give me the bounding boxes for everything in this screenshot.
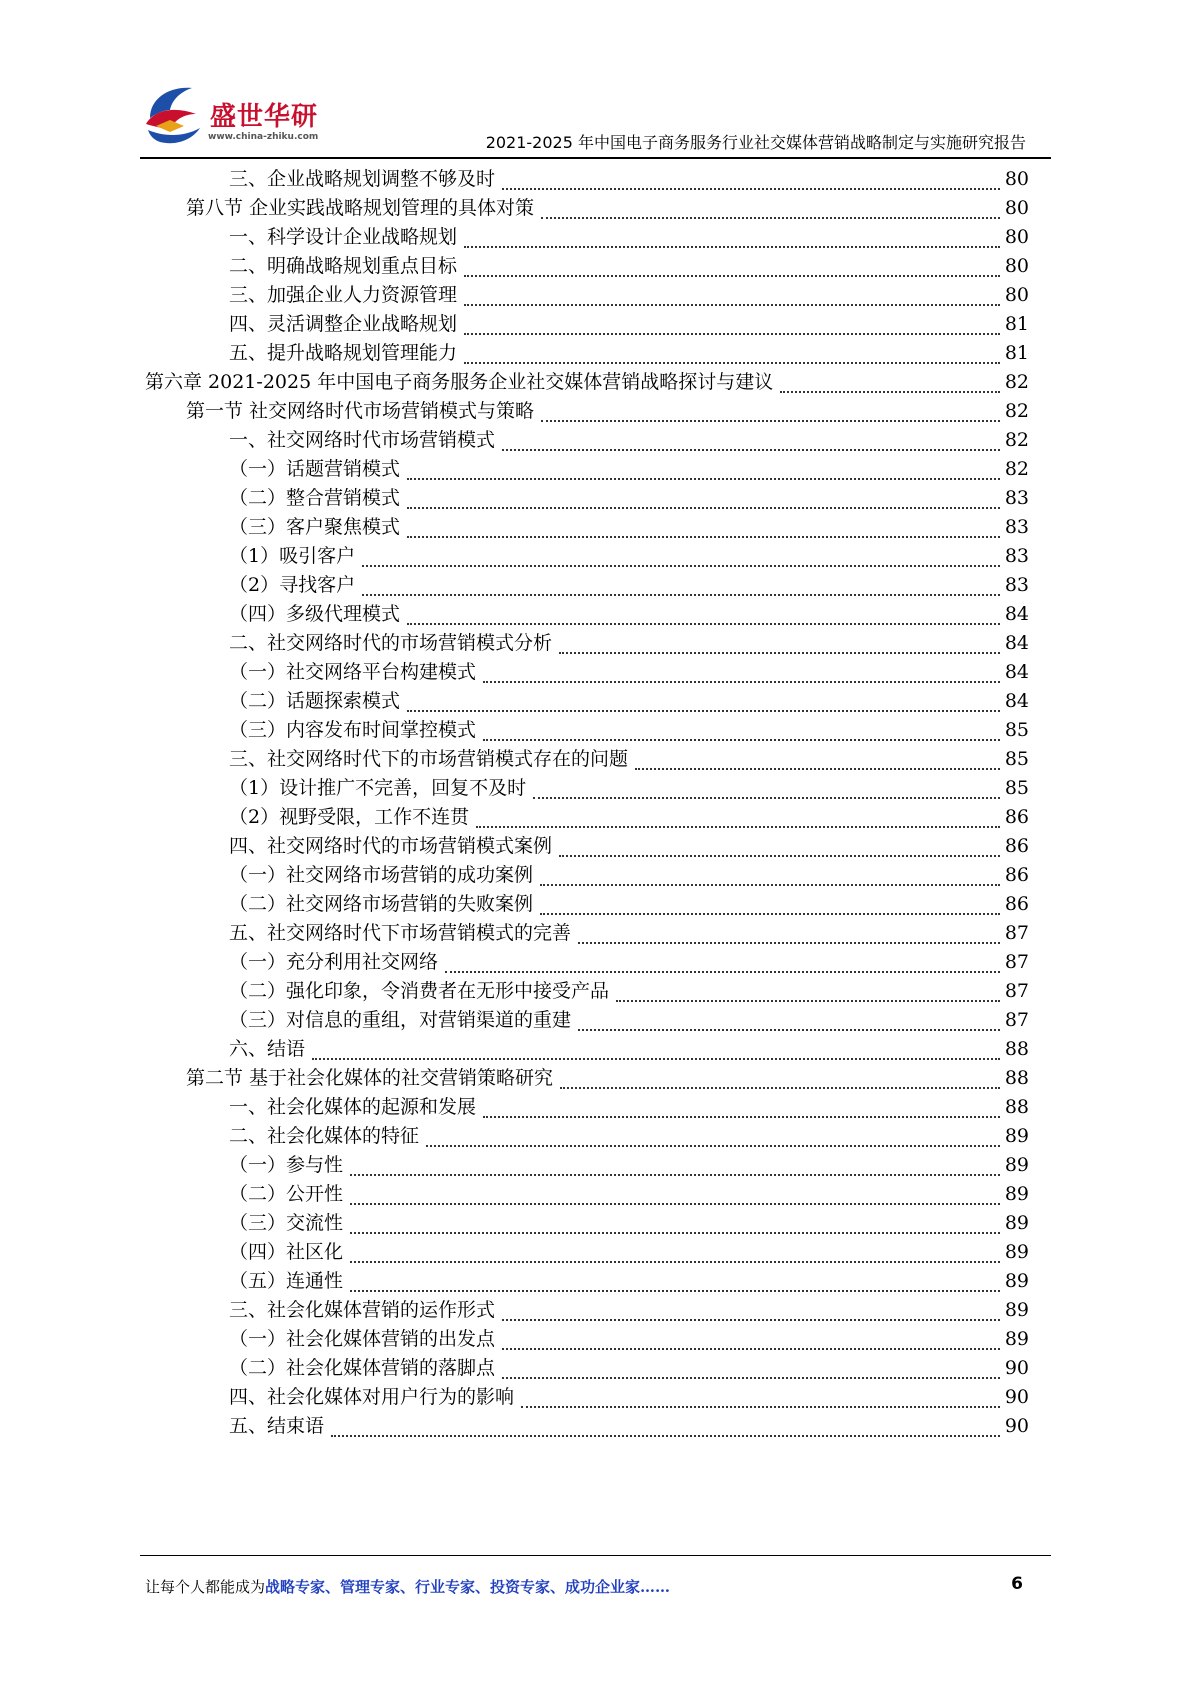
toc-entry-page: 80 [1004, 284, 1029, 306]
toc-dot-leader [635, 768, 1000, 770]
toc-dot-leader [560, 1087, 1000, 1089]
toc-entry-title: 第二节 基于社会化媒体的社交营销策略研究 [186, 1067, 554, 1089]
toc-dot-leader [407, 623, 1000, 625]
toc-entry-page: 87 [1004, 922, 1029, 944]
toc-entry-page: 88 [1004, 1067, 1029, 1089]
toc-entry-page: 84 [1004, 661, 1029, 683]
toc-dot-leader [464, 246, 1000, 248]
toc-entry-page: 80 [1004, 168, 1029, 190]
toc-dot-leader [578, 942, 1000, 944]
toc-entry-page: 82 [1004, 371, 1029, 393]
toc-entry[interactable] [229, 309, 1029, 340]
toc-entry-page: 84 [1004, 690, 1029, 712]
footer-slogan [145, 1576, 670, 1597]
toc-entry-title: （二）公开性 [229, 1183, 344, 1205]
toc-entry-title: 三、社交网络时代下的市场营销模式存在的问题 [229, 748, 629, 770]
toc-entry-page: 89 [1004, 1241, 1029, 1263]
toc-entry-page: 84 [1004, 603, 1029, 625]
toc-entry[interactable] [229, 164, 1029, 195]
toc-dot-leader [780, 391, 1000, 393]
toc-entry-title: 五、社交网络时代下市场营销模式的完善 [229, 922, 572, 944]
toc-dot-leader [464, 362, 1000, 364]
toc-entry[interactable] [229, 976, 1029, 1007]
toc-dot-leader [331, 1435, 1000, 1437]
toc-entry-page: 86 [1004, 806, 1029, 828]
toc-dot-leader [540, 884, 1000, 886]
toc-entry-title: （一）社交网络平台构建模式 [229, 661, 477, 683]
toc-entry-page: 89 [1004, 1212, 1029, 1234]
toc-dot-leader [483, 681, 1000, 683]
toc-entry-page: 80 [1004, 226, 1029, 248]
logo-url: www.china-zhiku.com [208, 132, 319, 142]
toc-dot-leader [559, 652, 1000, 654]
toc-entry-page: 85 [1004, 777, 1029, 799]
toc-dot-leader [502, 449, 1000, 451]
toc-entry-title: 二、明确战略规划重点目标 [229, 255, 458, 277]
toc-dot-leader [350, 1174, 1000, 1176]
toc-entry-title: （三）交流性 [229, 1212, 344, 1234]
toc-entry-title: 四、社会化媒体对用户行为的影响 [229, 1386, 515, 1408]
toc-entry-page: 88 [1004, 1038, 1029, 1060]
toc-entry-page: 89 [1004, 1328, 1029, 1350]
toc-entry[interactable] [229, 715, 1029, 746]
toc-entry[interactable] [229, 831, 1029, 862]
toc-entry-page: 86 [1004, 835, 1029, 857]
toc-entry-title: 一、科学设计企业战略规划 [229, 226, 458, 248]
toc-entry-title: （二）整合营销模式 [229, 487, 401, 509]
toc-entry[interactable] [229, 1295, 1029, 1326]
toc-dot-leader [407, 710, 1000, 712]
toc-dot-leader [350, 1290, 1000, 1292]
toc-entry[interactable] [229, 483, 1029, 514]
toc-entry-title: （一）社交网络市场营销的成功案例 [229, 864, 534, 886]
toc-entry-title: （二）强化印象，令消费者在无形中接受产品 [229, 980, 610, 1002]
toc-entry-page: 81 [1004, 342, 1029, 364]
toc-entry[interactable] [229, 918, 1029, 949]
toc-entry[interactable] [229, 1005, 1029, 1036]
toc-entry-title: （四）多级代理模式 [229, 603, 401, 625]
report-title: 2021-2025 年中国电子商务服务行业社交媒体营销战略制定与实施研究报告 [485, 133, 1026, 152]
toc-dot-leader [578, 1029, 1000, 1031]
toc-dot-leader [502, 188, 1000, 190]
toc-entry-title: （三）内容发布时间掌控模式 [229, 719, 477, 741]
toc-dot-leader [541, 217, 1000, 219]
toc-entry[interactable] [229, 1179, 1029, 1210]
toc-dot-leader [483, 1116, 1000, 1118]
toc-entry[interactable] [229, 512, 1029, 543]
toc-entry[interactable] [229, 860, 1029, 891]
toc-entry[interactable] [229, 1150, 1029, 1181]
toc-entry-page: 80 [1004, 197, 1029, 219]
toc-dot-leader [407, 507, 1000, 509]
toc-dot-leader [476, 826, 1000, 828]
toc-entry-page: 88 [1004, 1096, 1029, 1118]
toc-dot-leader [502, 1348, 1000, 1350]
toc-entry-page: 87 [1004, 1009, 1029, 1031]
toc-entry-title: （三）对信息的重组，对营销渠道的重建 [229, 1009, 572, 1031]
toc-dot-leader [407, 536, 1000, 538]
toc-dot-leader [502, 1319, 1000, 1321]
toc-entry[interactable] [229, 280, 1029, 311]
toc-entry[interactable] [229, 338, 1029, 369]
toc-entry[interactable] [186, 193, 1029, 224]
toc-entry-title: （五）连通性 [229, 1270, 344, 1292]
toc-entry-title: 第一节 社交网络时代市场营销模式与策略 [186, 400, 535, 422]
toc-entry[interactable] [229, 454, 1029, 485]
toc-entry[interactable] [186, 396, 1029, 427]
toc-entry-page: 89 [1004, 1299, 1029, 1321]
toc-dot-leader [464, 275, 1000, 277]
toc-entry-title: （一）参与性 [229, 1154, 344, 1176]
toc-entry[interactable] [229, 1411, 1029, 1442]
toc-entry-page: 85 [1004, 748, 1029, 770]
toc-entry[interactable] [229, 1382, 1029, 1413]
toc-entry-title: （1）设计推广不完善，回复不及时 [229, 777, 527, 799]
toc-dot-leader [521, 1406, 1000, 1408]
toc-entry-title: （二）社交网络市场营销的失败案例 [229, 893, 534, 915]
toc-entry-title: 六、结语 [229, 1038, 306, 1060]
toc-entry-page: 90 [1004, 1357, 1029, 1379]
toc-entry-title: 二、社会化媒体的特征 [229, 1125, 420, 1147]
toc-entry-page: 82 [1004, 400, 1029, 422]
toc-entry[interactable] [229, 1324, 1029, 1355]
toc-entry-title: 三、企业战略规划调整不够及时 [229, 168, 496, 190]
toc-entry-page: 89 [1004, 1270, 1029, 1292]
toc-dot-leader [350, 1261, 1000, 1263]
toc-entry[interactable] [229, 222, 1029, 253]
toc-entry-page: 83 [1004, 516, 1029, 538]
footer-slogan-highlight: 战略专家、管理专家、行业专家、投资专家、成功企业家…… [265, 1578, 671, 1596]
toc-entry-title: 第六章 2021-2025 年中国电子商务服务企业社交媒体营销战略探讨与建议 [145, 371, 774, 393]
toc-entry-title: （二）话题探索模式 [229, 690, 401, 712]
page-header [0, 0, 1191, 160]
toc-entry-title: 五、提升战略规划管理能力 [229, 342, 458, 364]
toc-entry[interactable] [229, 628, 1029, 659]
toc-entry[interactable] [229, 657, 1029, 688]
toc-dot-leader [350, 1232, 1000, 1234]
toc-entry[interactable] [229, 1237, 1029, 1268]
toc-entry-title: 一、社会化媒体的起源和发展 [229, 1096, 477, 1118]
toc-entry-page: 83 [1004, 574, 1029, 596]
toc-entry[interactable] [145, 367, 1029, 398]
toc-entry-page: 83 [1004, 545, 1029, 567]
toc-entry-page: 87 [1004, 951, 1029, 973]
toc-dot-leader [362, 565, 1000, 567]
toc-entry[interactable] [229, 1208, 1029, 1239]
toc-dot-leader [559, 855, 1000, 857]
toc-entry-page: 82 [1004, 458, 1029, 480]
toc-entry-page: 81 [1004, 313, 1029, 335]
toc-entry-title: （一）充分利用社交网络 [229, 951, 439, 973]
toc-entry[interactable] [229, 1266, 1029, 1297]
toc-dot-leader [533, 797, 1000, 799]
toc-entry[interactable] [229, 425, 1029, 456]
toc-entry-page: 90 [1004, 1386, 1029, 1408]
toc-entry-title: （一）社会化媒体营销的出发点 [229, 1328, 496, 1350]
logo-name: 盛世华研 [210, 102, 319, 132]
toc-entry-title: （四）社区化 [229, 1241, 344, 1263]
toc-entry[interactable] [229, 1092, 1029, 1123]
toc-dot-leader [445, 971, 1000, 973]
toc-entry-title: （一）话题营销模式 [229, 458, 401, 480]
toc-entry-title: 五、结束语 [229, 1415, 325, 1437]
toc-dot-leader [464, 333, 1000, 335]
toc-entry-page: 80 [1004, 255, 1029, 277]
toc-entry-title: 四、社交网络时代的市场营销模式案例 [229, 835, 553, 857]
toc-entry-page: 90 [1004, 1415, 1029, 1437]
toc-entry-title: 四、灵活调整企业战略规划 [229, 313, 458, 335]
toc-entry[interactable] [229, 744, 1029, 775]
toc-entry-page: 87 [1004, 980, 1029, 1002]
toc-dot-leader [464, 304, 1000, 306]
toc-entry-title: 第八节 企业实践战略规划管理的具体对策 [186, 197, 535, 219]
toc-entry-page: 84 [1004, 632, 1029, 654]
toc-entry-page: 83 [1004, 487, 1029, 509]
toc-entry-page: 85 [1004, 719, 1029, 741]
toc-entry[interactable] [229, 1034, 1029, 1065]
page-number: 6 [1011, 1574, 1023, 1594]
toc-dot-leader [541, 420, 1000, 422]
toc-entry-title: （1）吸引客户 [229, 545, 356, 567]
toc-entry-page: 86 [1004, 864, 1029, 886]
toc-dot-leader [540, 913, 1000, 915]
toc-entry-title: 三、社会化媒体营销的运作形式 [229, 1299, 496, 1321]
toc-entry-page: 89 [1004, 1125, 1029, 1147]
toc-entry-page: 82 [1004, 429, 1029, 451]
toc-entry-title: 二、社交网络时代的市场营销模式分析 [229, 632, 553, 654]
toc-dot-leader [362, 594, 1000, 596]
toc-entry[interactable] [229, 541, 1029, 572]
toc-entry[interactable] [229, 802, 1029, 833]
toc-entry[interactable] [229, 947, 1029, 978]
toc-entry[interactable] [229, 1353, 1029, 1384]
toc-entry[interactable] [229, 773, 1029, 804]
toc-entry[interactable] [186, 1063, 1029, 1094]
toc-entry-title: （三）客户聚焦模式 [229, 516, 401, 538]
footer-divider [140, 1555, 1051, 1556]
toc-dot-leader [616, 1000, 1000, 1002]
toc-entry-page: 89 [1004, 1154, 1029, 1176]
toc-entry-page: 86 [1004, 893, 1029, 915]
toc-dot-leader [426, 1145, 1000, 1147]
toc-entry[interactable] [229, 889, 1029, 920]
toc-entry-title: 一、社交网络时代市场营销模式 [229, 429, 496, 451]
toc-dot-leader [312, 1058, 1000, 1060]
toc-entry-title: 三、加强企业人力资源管理 [229, 284, 458, 306]
toc-dot-leader [350, 1203, 1000, 1205]
toc-entry-title: （2）寻找客户 [229, 574, 356, 596]
header-divider [140, 157, 1051, 159]
toc-dot-leader [502, 1377, 1000, 1379]
toc-entry[interactable] [229, 599, 1029, 630]
toc-dot-leader [483, 739, 1000, 741]
toc-entry[interactable] [229, 686, 1029, 717]
toc-entry-title: （二）社会化媒体营销的落脚点 [229, 1357, 496, 1379]
toc-entry[interactable] [229, 1121, 1029, 1152]
toc-dot-leader [407, 478, 1000, 480]
toc-entry[interactable] [229, 570, 1029, 601]
footer-slogan-prefix: 让每个人都能成为 [145, 1578, 266, 1596]
toc-entry-title: （2）视野受限，工作不连贯 [229, 806, 470, 828]
toc-entry-page: 89 [1004, 1183, 1029, 1205]
toc-entry[interactable] [229, 251, 1029, 282]
